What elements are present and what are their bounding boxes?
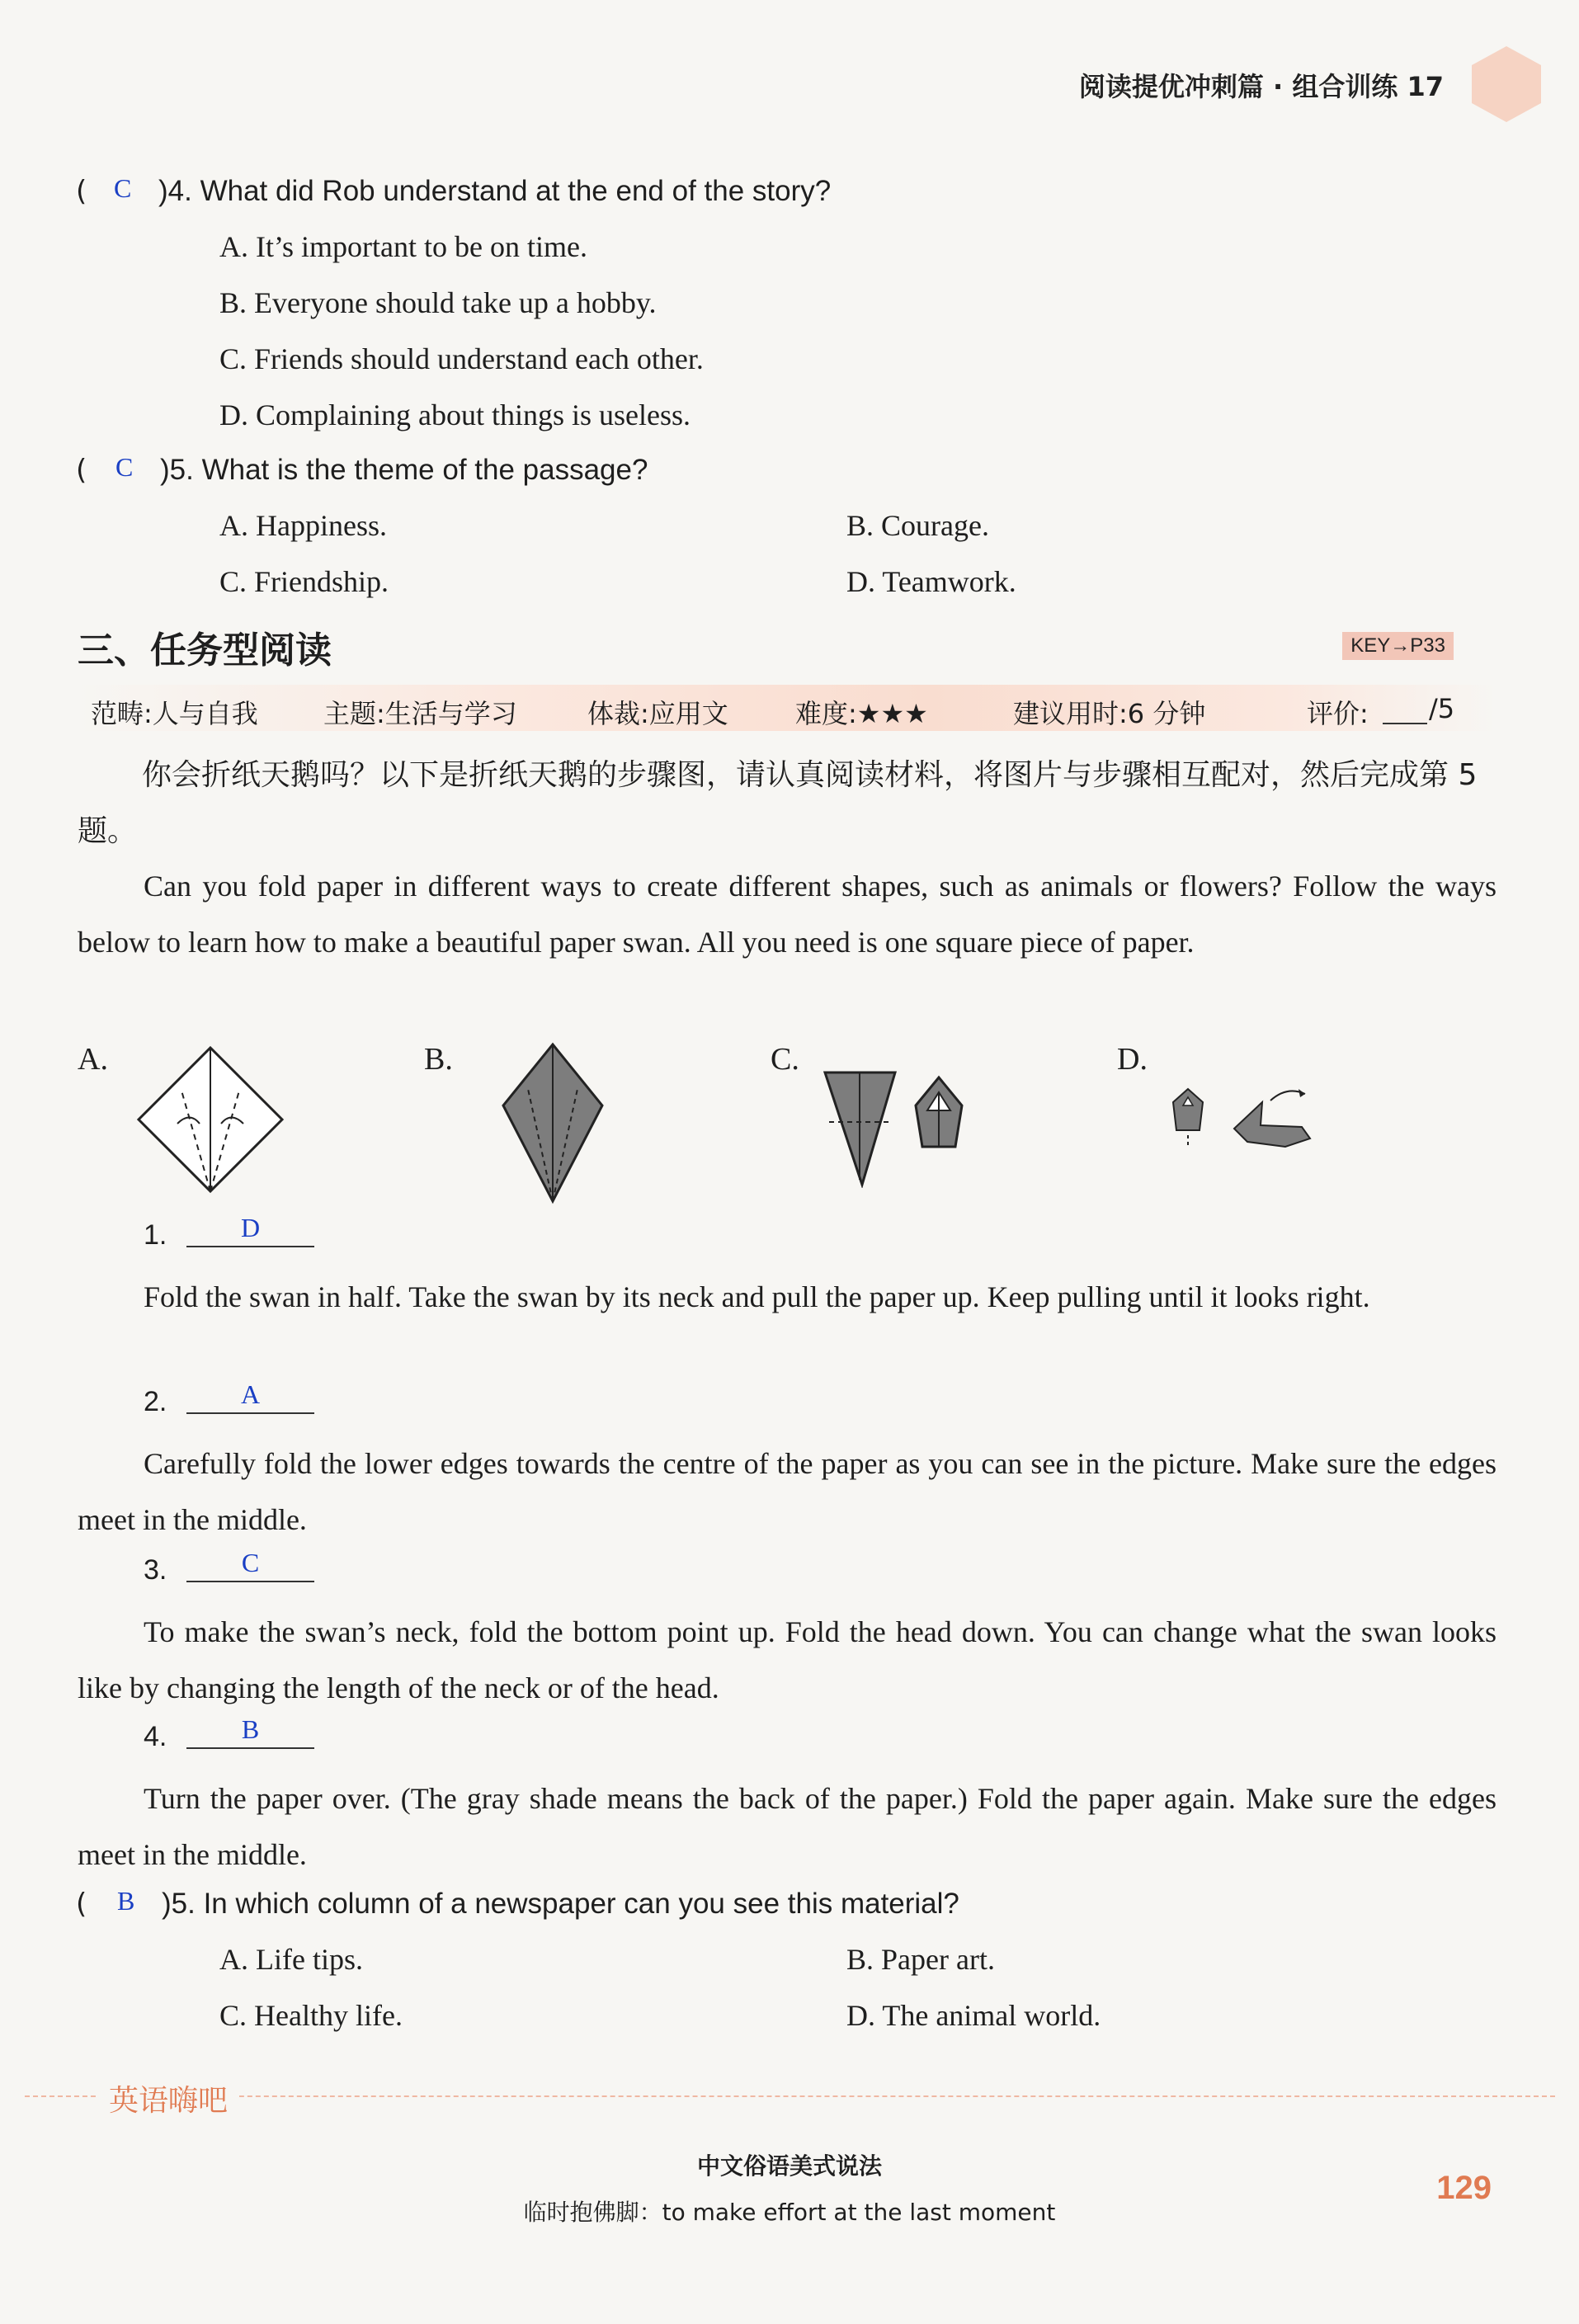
q5a-answer: C — [115, 452, 134, 482]
intro-english: Can you fold paper in different ways to create different shapes, such as animals or flowers? Follow the ways below to learn how to make a beautiful paper swan. All you need is one square piece of paper. — [78, 870, 1497, 959]
page-number: 129 — [1436, 2170, 1492, 2206]
footer-idiom: 临时抱佛脚：to make effort at the last moment — [523, 2199, 1056, 2226]
header-hexagon-decoration — [1468, 43, 1544, 125]
q5b-answer: B — [117, 1886, 135, 1916]
page-header-title: 阅读提优冲刺篇 · 组合训练 17 — [1078, 71, 1444, 102]
q5a-option-a: A. Happiness. — [219, 509, 387, 542]
figure-b-kite-fold — [495, 1039, 610, 1204]
footer-divider — [25, 2095, 1555, 2097]
footer-heading: 中文俗语美式说法 — [696, 2152, 882, 2180]
meta-difficulty: 难度:★★★ — [795, 698, 928, 729]
answer-key-badge: KEY→P33 — [1342, 632, 1454, 660]
step-4-number: 4. — [144, 1721, 167, 1752]
figure-c-label: C. — [771, 1042, 799, 1077]
footer-label: 英语嗨吧 — [97, 2077, 239, 2119]
q5b-option-c: C. Healthy life. — [219, 1999, 403, 2032]
meta-suggested-time: 建议用时:6 分钟 — [1013, 698, 1206, 729]
section-title: 三、任务型阅读 — [78, 629, 332, 672]
figure-a-label: A. — [78, 1042, 108, 1077]
step-3-answer[interactable]: C — [186, 1548, 314, 1582]
q5a-option-d: D. Teamwork. — [846, 565, 1016, 598]
step-1-answer[interactable]: D — [186, 1213, 314, 1247]
figure-b-label: B. — [424, 1042, 453, 1077]
step-3-number: 3. — [144, 1554, 167, 1586]
q5b-option-a: A. Life tips. — [219, 1943, 363, 1976]
meta-category: 范畴:人与自我 — [91, 698, 258, 729]
q4-option-c: C. Friends should understand each other. — [219, 342, 704, 375]
meta-theme: 主题:生活与学习 — [323, 698, 517, 729]
figure-c-neck-fold — [817, 1064, 982, 1188]
q5b-paren-open: ( — [76, 1888, 87, 1921]
step-1-number: 1. — [144, 1219, 167, 1251]
step-3-text: To make the swan’s neck, fold the bottom point up. Fold the head down. You can change what the swan looks like by changing the length of the neck or of the head. — [78, 1615, 1497, 1704]
q5b-option-b: B. Paper art. — [846, 1943, 995, 1976]
step-2-answer[interactable]: A — [186, 1379, 314, 1414]
q4-paren-open: ( — [76, 175, 87, 208]
q5a-paren-open: ( — [76, 454, 87, 487]
q5a-option-c: C. Friendship. — [219, 565, 389, 598]
q4-option-a: A. It’s important to be on time. — [219, 230, 587, 263]
figure-d-swan-fold — [1163, 1081, 1328, 1155]
meta-genre: 体裁:应用文 — [587, 698, 728, 729]
step-2-number: 2. — [144, 1386, 167, 1417]
step-4-text: Turn the paper over. (The gray shade means the back of the paper.) Fold the paper again. Make sure the edges meet in the middle. — [78, 1782, 1497, 1871]
step-2-text: Carefully fold the lower edges towards the centre of the paper as you can see in the picture. Make sure the edges meet in the middle. — [78, 1447, 1497, 1536]
intro-chinese: 你会折纸天鹅吗？以下是折纸天鹅的步骤图，请认真阅读材料，将图片与步骤相互配对，然后完成第 5 题。 — [78, 758, 1478, 848]
step-1-text: Fold the swan in half. Take the swan by its neck and pull the paper up. Keep pulling until it looks right. — [144, 1280, 1370, 1313]
q4-stem: )4. What did Rob understand at the end of the story? — [158, 175, 832, 207]
meta-bar-background — [78, 685, 1497, 731]
figure-a-diamond-fold — [132, 1041, 289, 1198]
step-4-answer[interactable]: B — [186, 1714, 314, 1749]
q5a-option-b: B. Courage. — [846, 509, 989, 542]
q5a-stem: )5. What is the theme of the passage? — [160, 454, 648, 486]
q4-option-d: D. Complaining about things is useless. — [219, 398, 691, 431]
meta-evaluation-label: 评价: — [1307, 698, 1369, 729]
q4-answer: C — [114, 173, 132, 203]
q5b-stem: )5. In which column of a newspaper can you see this material? — [162, 1888, 959, 1920]
figure-d-label: D. — [1117, 1042, 1148, 1077]
q5b-option-d: D. The animal world. — [846, 1999, 1101, 2032]
meta-score-blank[interactable] — [1383, 723, 1427, 724]
q4-option-b: B. Everyone should take up a hobby. — [219, 286, 657, 319]
meta-score-total: /5 — [1429, 693, 1455, 724]
